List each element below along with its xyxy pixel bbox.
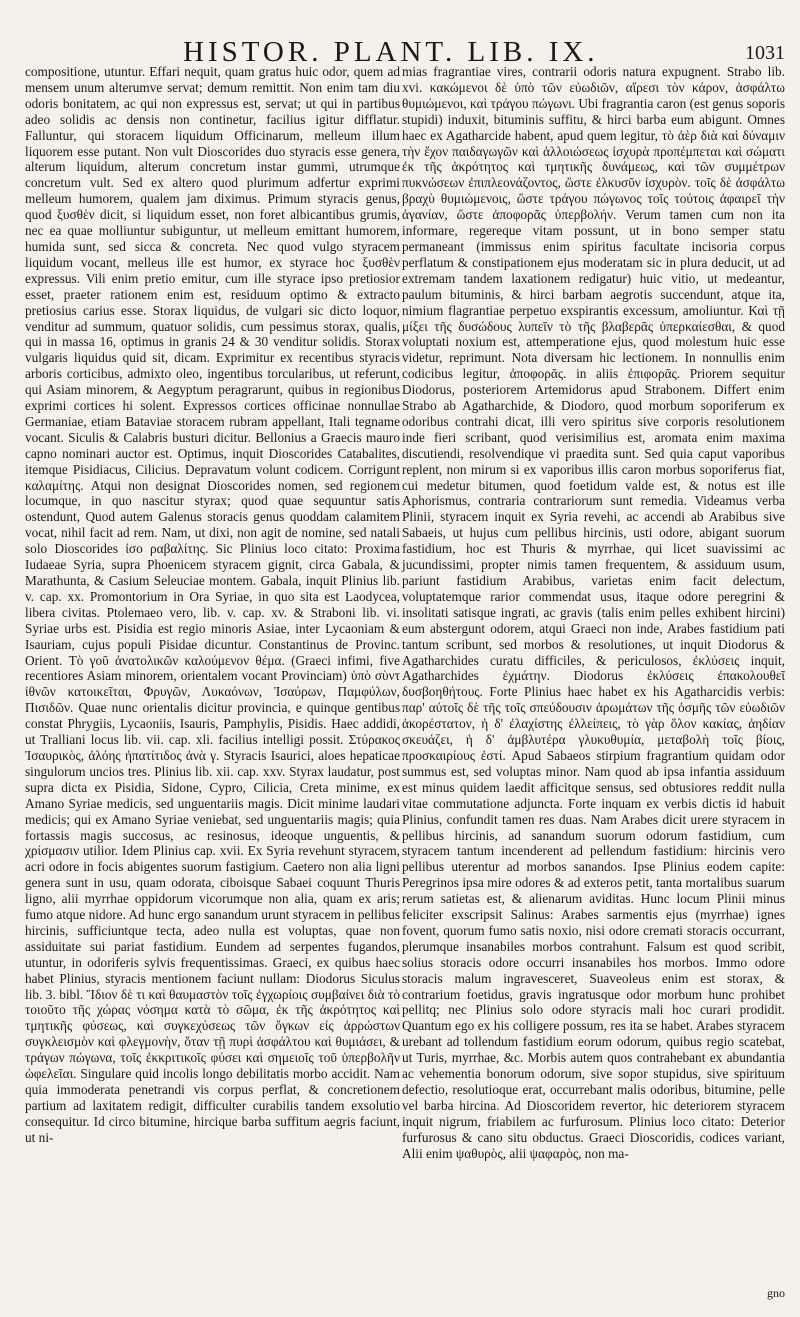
running-title: HISTOR. PLANT. LIB. IX.	[183, 36, 599, 68]
catchword: gno	[767, 1286, 785, 1300]
page-number: 1031	[745, 42, 785, 64]
left-column-text: compositione, utuntur. Effari nequit, quam gratus huic odor, quem ad mensem unum alterumve servat; demum remittit. Non enim tam diu odoris bonitatem, ac qui non expressus est, servat; ut qui in partibus adeo solidis ac densis non continetur, facilius igitur difflatur. Falluntur, qui storacem liquidum Officinarum, melleum illum liquorem esse putant. Non vult Dioscorides duo styracis esse genera, alterum liquidum, alterum concretum instar gummi, utrumque concretum vult. Sed ex altero quod plurimum adfertur exprimi melleum humorem, qualem jam diximus. Primum styracis genus, quod ξυσθὲν dicit, si liquidum esset, non foret albicantibus grumis, nec ea quae molliuntur subiguntur, ut melleum emittant humorem, humida sunt, sed sicca & concreta. Nec quod vulgo styracem liquidum vocant, melleus ille est humor, ex styrace hoc ξυσθὲν expressus. Vili enim pretio emitur, cum ille styrace ipso pretiosior esset, praeter rationem enim est, residuum optimo & extracto pretiosius carius esse. Storax liquidus, de vulgari sic dicto loquor, venditur ad summum, quatuor solidis, cum pessimus storax, qualis, qui in massa 16, optimus in granis 24 & 30 venditur solidis. Storax vulgaris liquidus quid sit, dicam. Exprimitur ex recentibus styracis arboris corticibus, admixto oleo, ingentibus torcularibus, ut referunt, qui Asiam minorem, & Aegyptum peragrarunt, quibus in regionibus exprimi cortices hi solent. Expressos cortices officinae nonnullae Germaniae, etiam Bataviae storacem rubram appellant, Itali tegname vocant. Siculis & Calabris busturi dicitur. Bellonius a Graecis mauro capno nominari auctor est. Optimus, inquit Dioscorides Catabalites, itemque Pisidiacus, Cilicius. Depravatum volunt codicem. Corrigunt καλαμίτης. Atqui non designat Dioscorides nomen, sed regionem locumque, in quo nascitur styrax; quod quae sequuntur satis ostendunt, Quod autem Galenus storacis genus quoddam calamitem vocat, nihil facit ad rem. Nam, ut dixi, non agit de nomine, sed natali solo Dioscorides ἰσο ραβαλίτης. Sic Plinius loco citato: Proxima Iudaeae Syria, supra Phoenicem styracem gignit, circa Gabala, & Marathunta, & Casium Seleuciae montem. Gabala, inquit Plinius lib. v. cap. xx. Promontorium in Ora Syriae, in quo sita est Laodycea, libera civitas. Ptolemaeo vero, lib. v. cap. xv. & Straboni lib. vi. Syriae urbs est. Pisidia est regio minoris Asiae, inter Lycaoniam & Isauriam, cujus populi Pisidae dicuntur. Constantinus de Provinc. Orient. Τὸ γοῦ ἀνατολικῶν καλούμενον θέμα. (Graeci infimi, five recentiores Asiam minorem, orientalem vocant Provinciam) ὑπὸ σὺντ ἰθνῶν κατοικεῖται, Φρυγῶν, Λυκαόνων, Ἰσαύρων, Παμφύλων, Πισιδῶν. Quae nunc orientalis dicitur provincia, e quinque gentibus constat Phrygiis, Lycaoniis, Isauris, Pamphylis, Pisidis. Haec addidi, ut Tralliani locus lib. vii. cap. xli. facilius intelligi possit. Στύρακος Ἰσαυρικὸς, ἀλόης ἠπατίτιδος ἀνὰ γ. Styracis Isaurici, aloes hepaticae singulorum uncios tres. Plinius lib. xii. cap. xxv. Styrax laudatur, post supra dicta ex Pisidia, Sidone, Cypro, Cilicia, Creta minime, ex Amano Syriae medicis, sed unguentariis magis. Dicit minime laudari medicis; qui ex Amano Syriae veniebat, sed unguentariis magis; quia fortassis magis succosus, ac resinosus, ideoque unguentis, & χρίσμασιν utilior. Idem Plinius cap. xvii. Ex Syria revehunt styracem, acri odore in focis abigentes suorum fastigium. Caetero non alia ligni genera sunt in usu, quam odorata, ciboisque Sabaei coquunt Thuris ligno, alii myrrhae oppidorum vicorumque non alia, quam ex aris; fumo atque nidore. Ad hunc ergo sanandum urunt styracem in pellibus hircinis, sufficiuntque tecta, adeo nulla est voluptas, quae non assiduitate sui pariat fastidium. Eundem ad serpentes fugandos, utuntur, in odoriferis sylvis frequentissimas. Graeci, ex quibus haec habet Plinius, styracis mentionem faciunt nullam: Diodorus Siculus lib. 3. bibl. Ἴδιον δὲ τι καὶ θαυμαστὸν τοῖς ἐγχωρίοις συμβαίνει διὰ τὸ τοιοῦτο τῆς χώρας νόσημα κατὰ τὸ σῶμα, ἐκ τῆς ἀκρότητος καὶ τμητικῆς φύσεως, καὶ συγκεχύσεως τῶν ὄγκων εἰς ἀρρώστων συγκλεισμὸν καὶ φλεγμονὴν, ὅταν τῇ πυρὶ ἀσφάλτου καὶ θυμιάσει, & τράγων πώγωνα, τοῖς ἐκκριτικοῖς φύσει καὶ σημειοῖς τοῦ ὑπερβολῆν ὠφελεῖαι. Singulare quid incolis longo debilitatis morbo accidit. Nam quia immoderata penetrandi vis corpus perflat, & concretionem partium ad laxitatem redigit, difficulter curabilis tandem exsolutio consequitur. Id circo bitumine, hircique barba suffitum aegris faciunt, ut ni-	[25, 64, 400, 1145]
right-column-text: mias fragrantiae vires, contrarii odoris natura expugnent. Strabo lib. xvi. κακώμενοι δὲ ὑπὸ τῶν εὐωδιῶν, αἴρεσι τὸν κάρον, ἀσφάλτω θυμιώμενοι, καὶ τράγου πώγωνι. Ubi fragrantia caron (est genus soporis stupidi) induxit, bituminis suffitu, & hirci barba eum abigunt. Omnes haec ex Agatharcide habent, apud quem legitur, τὸ ἀὲρ διὰ καὶ δύναμιν τὴν ἔχον παιδαγωγῶν καὶ ἀλλοιώσεως ἰσχυρὰ προπέμπεται καὶ σώματι ἐκ τῆς ἀκρότητος καὶ τμητικῆς δυνάμεως, καὶ τῶν συμμέτρων πυκνώσεων ἐπιπλεονάζοντος, ὥστε ἐλκυσῦν ἰσχυρὸν. τοῖς δὲ ἀσφάλτω βραχὺ θυμιώμενοις, ὥστε τράγου πώγωνος τοῖς τούτοις ἀφαιρεῖ τὴν ἀγανίαν, ὥστε ἀποφορᾶς ὑπερβολήν. Verum tamen cum non ita informare, regereque vitam possunt, ut in bono semper statu permaneant (immissus enim spiritus facultate incisoria corpus perflatum & constipationem ejus moderatam sic in plura deducit, ut ad extremam tandem laxationem redigatur) huic vitio, ut medeantur, paulum bituminis, & hirci barbam aegrotis succendunt, atque ita, nimium flagrantiae perpetuo exspirantis excessum, amoliuntur. Καὶ τῇ μίξει τῆς δυσώδους λυπεῖν τὸ τῆς βλαβερᾶς ὑπερκαίεσθαι, & quod voluptati noxium est, attemperatione ejus, quod molestum huic esse videtur, reprimunt. Nota diversam hic lectionem. In nonnullis enim codicibus legitur, ἀποφορᾶς. in aliis ἐπιφορᾶς. Priorem sequitur Diodorus, posteriorem Artemidorus apud Strabonem. Differt enim Strabo ab Agatharchide, & Diodoro, quod morbum soporiferum ex odoribus contrahi dicat, illi vero spiritus sive corporis resolutionem inde fieri scribant, quod verisimilius est, aromata enim maxima discutiendi, resolvendique vi praedita sunt. Sed quia caput vaporibus replent, non mirum si ex vaporibus illis caron morbus soporiferus fiat, cui medetur bitumen, quod foetidum valde est, & notus est ille Aphorismus, contraria contrariorum sunt remedia. Videamus verba Plinii, styracem inquit ex Syria revehi, ac accendi ab Arabibus sive Sabaeis, ut hujus cum pellibus hircinis, usti odore, abigant suorum fastidium, hoc est Thuris & myrrhae, qui licet suavissimi ac jucundissimi, propter nimis tamen frequentem, & assiduum usum, pariunt fastidium Arabibus, varietas enim facit delectum, voluptatemque rarior commendat usus, itaque odore peregrini & insolitati satisque ingrati, ac gravis (talis enim pelles exhibent hircini) eum abstergunt odorem, atqui Graeci non inde, Arabes fastidium pati tantum scribunt, sed morbos & resolutiones, ut inquit Diodorus & Agatharchides curatu difficiles, & periculosos, ἐκλύσεις inquit, Agatharchides ἐχμάτην. Diodorus ἐκλύσεις ἐπακολουθεῖ δυσβοηθήτους. Forte Plinius haec habet ex his Agatharcidis verbis: παρ' αὐτοῖς δὲ τῆς τοῖς σπεύδουσιν ἀρωμάτων τῆς ὀσμῆς τῶν εὐωδιῶν ἀκορέστατον, ἡ δ' ἐλαχίστης ἐλλείπεις, τὸ γὰρ ὅλον κακίας, ἀηδίαν σκευάζει, ἡ δ' ἀμβλυτέρα γλυκυθυμία, μεταβολὴ τοῖς βίοις, προσκαιρίους ἐστί. Apud Sabaeos stirpium fragrantium quidam odor summus est, sed voluptas minor. Nam quod ab ipsa infantia assiduum est minus quidem laedit afficitque sensus, sed obtusiores reddit nulla vitae commutatione adjuncta. Forte inquam ex verbis dictis id habuit Plinius, confundit tamen res duas. Nam Arabes dicit urere styracem in pellibus hircinis, ad sanandum suorum odorum fastidium, cum styracem tantum incenderent ad pellendum fastidium: hircinis vero pellibus uterentur ad morbos sanandos. Ipse Plinius eodem capite: Peregrinos ipsa mire odores & ad exteros petit, tanta mortalibus suarum rerum satietas est, & alienarum aviditas. Hunc locum Plinii minus feliciter exscripsit Salinus: Arabes sarmentis ejus (myrrhae) ignes fovent, quorum fumo satis noxio, nisi odore cremati storacis occurrant, plerumque insanabiles morbos contrahunt. Falsum est quod scribit, solius storacis odore occurri insanabiles hos morbos. Immo odore storacis malum ingravesceret, Suaveoleus enim est storax, & contrarium foetidus, gravis ingratusque odor morbum hunc prohibet pellitq; nec Plinius solo odore styracis mali hoc curari prodidit. Quantum ego ex his colligere possum, res ita se habet. Arabes styracem urebant ad tollendum fastidium eorum odorum, quibus regio scatebat, ut Turis, myrrhae, &c. Morbis autem quos contrahebant ex abundantia ac vehementia bonorum odorum, sive sopor stupidus, sive spirituum defectio, resolutioque erat, occurrebant malis odoribus, bitumine, pelle vel barba hircina. Ad Dioscoridem revertor, hic deteriorem styracem inquit nigrum, friabilem ac furfurosum. Plinius loco citato: Deterior furfurosus & cano situ obductus. Graeci Dioscoridis, codices variant, Alii enim ψαθυρὸς, alii ψαφαρὸς, non ma-	[402, 64, 785, 1161]
left-column	[25, 64, 400, 1146]
right-column	[402, 64, 785, 1162]
